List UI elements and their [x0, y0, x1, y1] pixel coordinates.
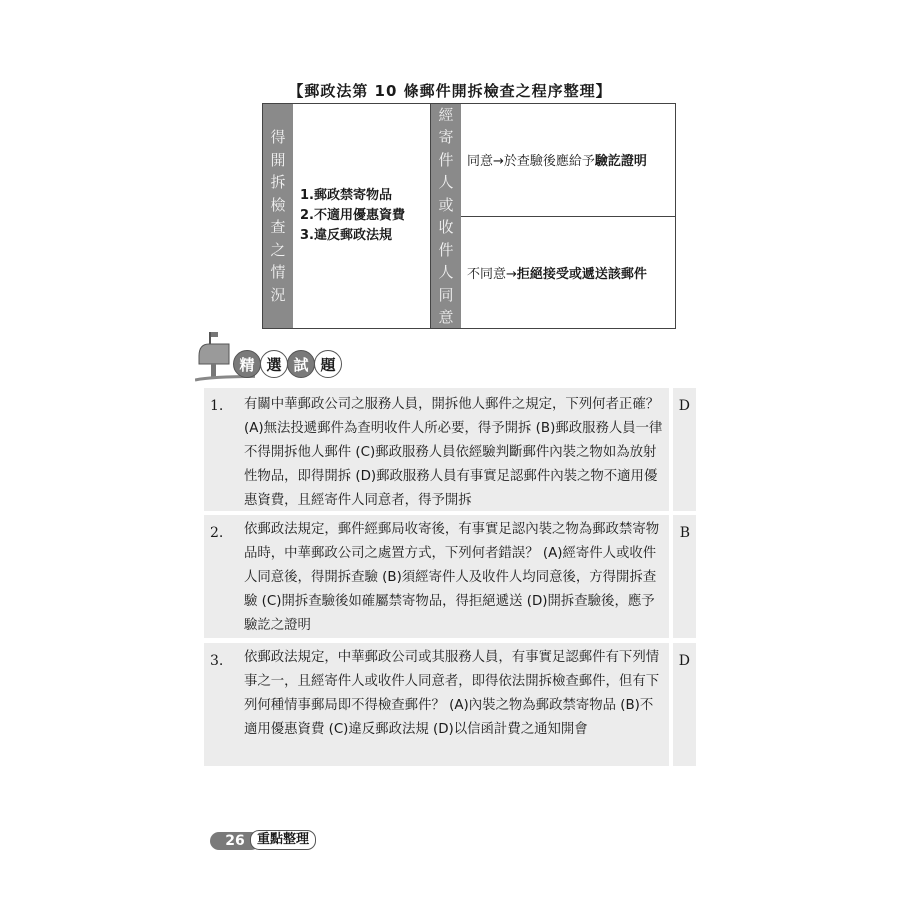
condition-item: 1.郵政禁寄物品 [300, 188, 392, 203]
question-text: 依郵政法規定，中華郵政公司或其服務人員，有事實足認郵件有下列情事之一，且經寄件人或收件人同意者，即得依法開拆檢查郵件，但有下列何種情事郵局即不得檢查郵件？ (A)內裝之物為郵政禁寄物品 (B)不適用優惠資費 (C)違反郵政法規 (D)以信函計費之通知開會 [244, 650, 660, 737]
vertical-header-char: 件 [438, 150, 454, 169]
question-text: 有關中華郵政公司之服務人員，開拆他人郵件之規定，下列何者正確？ (A)無法投遞郵件為查明收件人所必要，得予開拆 (B)郵政服務人員一律不得開拆他人郵件 (C)郵政服務人員依經驗判斷郵件內裝之物如為放射性物品，即得開拆 (D)郵政服務人員有事實足認郵件內裝之物不適用優惠資費，且經寄件人同意者，得予開拆 [244, 397, 663, 508]
agree-outcome [461, 104, 675, 216]
question-number: 3. [210, 653, 224, 669]
vertical-header-char: 查 [270, 218, 286, 236]
vertical-header-char: 人 [438, 173, 454, 191]
middle-vertical-header [431, 104, 461, 328]
condition-list [293, 104, 431, 328]
vertical-header-char: 得 [270, 128, 286, 146]
summary-table [262, 103, 676, 329]
vertical-header-char: 況 [270, 285, 286, 304]
left-vertical-header [263, 104, 293, 328]
question-text: 依郵政法規定，郵件經郵局收寄後，有事實足認內裝之物為郵政禁寄物品時，中華郵政公司之處置方式，下列何者錯誤？ (A)經寄件人或收件人同意後，得開拆查驗 (B)須經寄件人及收件人均同意後，方得開拆查驗 (C)開拆查驗後如確屬禁寄物品，得拒絕遞送 (D)開拆查驗後，應予驗訖之證明 [244, 522, 660, 633]
chapter-label: 重點整理 [250, 830, 316, 850]
condition-item: 3.違反郵政法規 [300, 228, 392, 243]
answer-key: D [678, 398, 690, 414]
question-number: 1. [210, 398, 224, 414]
condition-item: 2.不適用優惠資費 [300, 208, 405, 223]
outcome-column [461, 104, 675, 328]
vertical-header-char: 經 [438, 105, 454, 124]
vertical-header-char: 寄 [438, 128, 454, 146]
answer-divider [669, 388, 673, 511]
table-title: 【郵政法第 10 條郵件開拆檢查之程序整理】 [288, 82, 612, 100]
answer-key: D [678, 653, 690, 669]
vertical-header-char: 拆 [270, 173, 286, 191]
answer-key: B [679, 525, 690, 541]
vertical-header-char: 之 [270, 240, 286, 259]
heading-char: 題 [314, 350, 342, 378]
vertical-header-char: 意 [438, 308, 454, 326]
answer-divider [669, 515, 673, 638]
vertical-header-char: 件 [438, 240, 454, 259]
vertical-header-char: 同 [438, 285, 454, 304]
question-number: 2. [210, 525, 224, 541]
heading-char: 精 [233, 350, 261, 378]
page-footer [210, 832, 340, 852]
agree-text: 同意→於查驗後應給予 [467, 154, 595, 170]
vertical-header-char: 情 [270, 263, 286, 281]
question-item [204, 388, 696, 511]
agree-emphasis: 驗訖證明 [594, 154, 647, 170]
disagree-outcome [461, 216, 675, 329]
section-heading [195, 330, 355, 385]
vertical-header-char: 收 [438, 218, 454, 236]
vertical-header-char: 或 [438, 195, 454, 214]
answer-divider [669, 643, 673, 766]
page-number: 26 [210, 832, 260, 850]
heading-char: 試 [287, 350, 315, 378]
disagree-text: 不同意→ [467, 266, 517, 282]
vertical-header-char: 人 [438, 263, 454, 281]
vertical-header-char: 檢 [270, 195, 286, 214]
question-item [204, 643, 696, 766]
disagree-emphasis: 拒絕接受或遞送該郵件 [516, 266, 647, 282]
vertical-header-char: 開 [270, 150, 286, 169]
question-item [204, 515, 696, 638]
heading-char: 選 [260, 350, 288, 378]
